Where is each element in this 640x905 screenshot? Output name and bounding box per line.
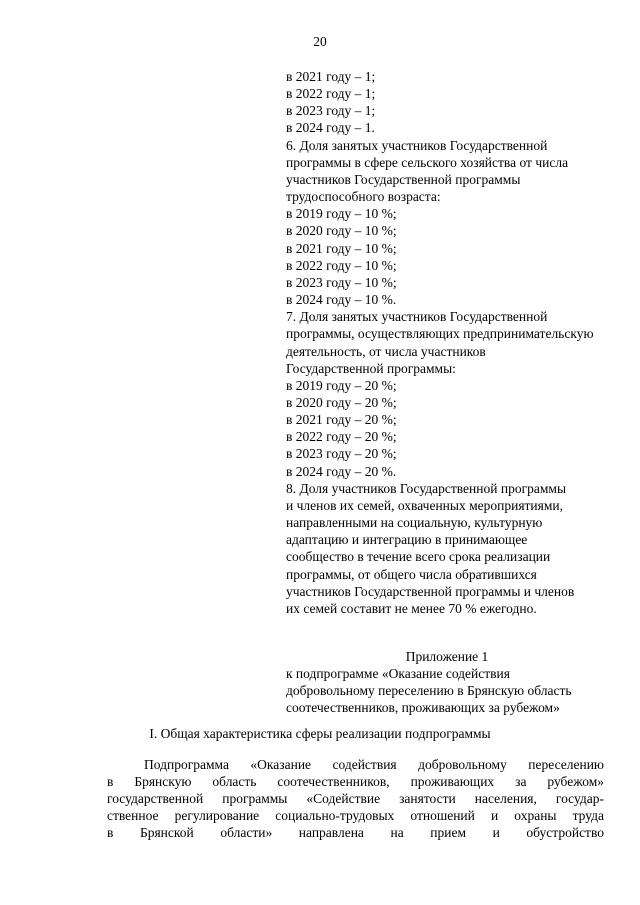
- list-line: в 2023 году – 10 %;: [286, 274, 397, 290]
- list-line: адаптацию и интеграцию в принимающее: [286, 532, 528, 548]
- list-line: 8. Доля участников Государственной программы: [286, 480, 567, 496]
- body-line: в Брянскую область соотечественников, проживающих за рубежом»: [107, 774, 604, 789]
- list-line: в 2020 году – 20 %;: [286, 394, 397, 410]
- appendix-line: соотечественников, проживающих за рубежом»: [286, 700, 560, 715]
- list-line-wrapped: программы, осуществляющих предпринимательскую деятельность, от числа участников: [286, 326, 594, 359]
- list-line: в 2022 году – 1;: [286, 86, 376, 102]
- list-line: в 2021 году – 1;: [286, 69, 376, 84]
- list-line: в 2022 году – 10 %;: [286, 257, 397, 273]
- body-line: ственное регулирование социально-трудовых отношений и охраны труда: [107, 808, 604, 823]
- list-line: в 2021 году – 20 %;: [286, 412, 397, 428]
- body-line: в Брянской области» направлена на прием и обустройство: [107, 825, 604, 840]
- list-line: в 2023 году – 20 %;: [286, 446, 397, 462]
- page-number: 20: [313, 34, 327, 49]
- list-line: сообщество в течение всего срока реализации: [286, 549, 551, 565]
- list-line: в 2019 году – 20 %;: [286, 377, 397, 393]
- list-line: Государственной программы:: [286, 360, 456, 376]
- list-line: в 2024 году – 20 %.: [286, 463, 397, 479]
- list-line: и членов их семей, охваченных мероприятиями,: [286, 497, 564, 513]
- list-line: в 2019 году – 10 %;: [286, 206, 397, 222]
- appendix-line: к подпрограмме «Оказание содействия: [286, 666, 510, 681]
- list-line: в 2022 году – 20 %;: [286, 429, 397, 445]
- list-line: в 2020 году – 10 %;: [286, 223, 397, 239]
- list-line: участников Государственной программы: [286, 171, 521, 187]
- list-line: в 2021 году – 10 %;: [286, 240, 397, 256]
- indicator-list: [286, 68, 608, 617]
- appendix-title: Приложение 1: [405, 649, 489, 664]
- list-line: в 2024 году – 1.: [286, 120, 375, 136]
- body-paragraph: [107, 756, 604, 841]
- list-line: программы в сфере сельского хозяйства от числа: [286, 154, 569, 170]
- list-line: 7. Доля занятых участников Государственной: [286, 309, 548, 325]
- list-line: их семей составит не менее 70 % ежегодно.: [286, 600, 537, 616]
- body-line: государственной программы «Содействие занятости населения, государ-: [107, 791, 604, 806]
- list-line: 6. Доля занятых участников Государственной: [286, 137, 548, 153]
- body-line: Подпрограмма «Оказание содействия добровольному переселению: [144, 757, 604, 772]
- appendix-caption: [286, 648, 608, 716]
- list-line: трудоспособного возраста:: [286, 189, 441, 205]
- section-heading: I. Общая характеристика сферы реализации подпрограммы: [149, 726, 491, 741]
- appendix-line: добровольному переселению в Брянскую область: [286, 683, 572, 698]
- list-line: в 2024 году – 10 %.: [286, 292, 397, 308]
- list-line: направленными на социальную, культурную: [286, 515, 543, 531]
- list-line: участников Государственной программы и членов: [286, 583, 575, 599]
- list-line: в 2023 году – 1;: [286, 103, 376, 119]
- list-line: программы, от общего числа обратившихся: [286, 566, 537, 582]
